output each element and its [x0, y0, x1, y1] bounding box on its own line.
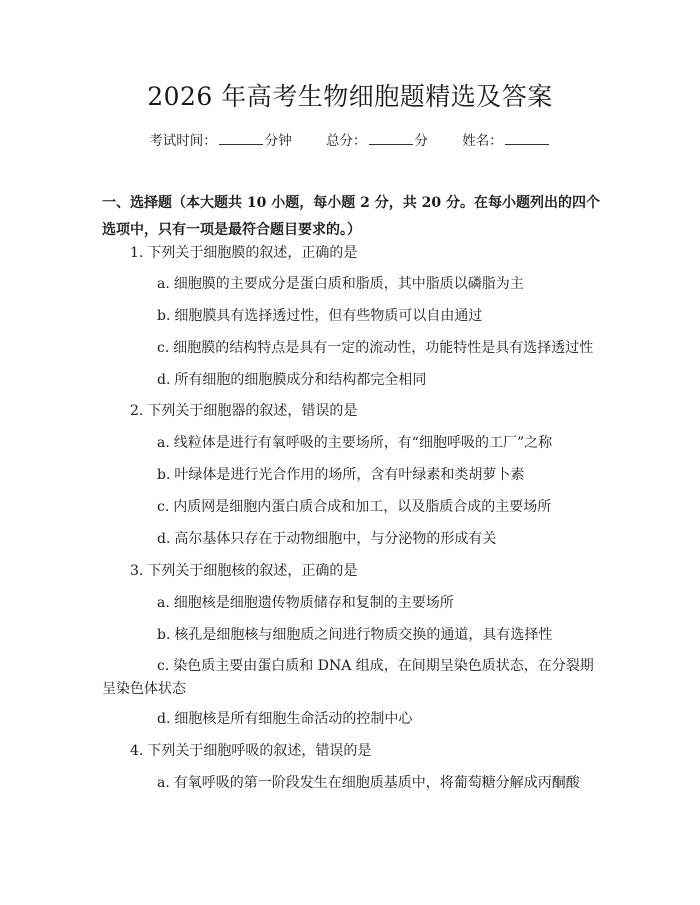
- option-letter: c.: [157, 340, 170, 356]
- exam-time-unit: 分钟: [264, 133, 292, 149]
- option-item: [157, 433, 552, 453]
- exam-time-field: [149, 131, 292, 151]
- option-letter: d.: [157, 711, 171, 727]
- question-stem: [130, 243, 357, 263]
- question-text: 下列关于细胞器的叙述，错误的是: [147, 403, 358, 419]
- option-item: [157, 529, 496, 549]
- option-text: 细胞核是所有细胞生命活动的控制中心: [174, 711, 413, 727]
- question-number: 2.: [130, 403, 144, 419]
- question-number: 3.: [130, 563, 144, 579]
- option-text: 染色质主要由蛋白质和 DNA 组成，在间期呈染色质状态，在分裂期呈染色体状态: [102, 658, 594, 697]
- option-text: 细胞膜具有选择透过性，但有些物质可以自由通过: [174, 308, 483, 324]
- exam-time-label: 考试时间：: [149, 133, 217, 149]
- option-letter: b.: [157, 467, 171, 483]
- option-item: [157, 274, 524, 294]
- exam-info-line: [0, 131, 700, 151]
- option-item: [157, 593, 454, 613]
- total-score-field: [326, 131, 428, 151]
- option-letter: b.: [157, 627, 171, 643]
- exam-time-blank: [219, 131, 263, 145]
- name-blank: [505, 131, 549, 145]
- total-score-blank: [369, 131, 413, 145]
- option-item: [157, 625, 552, 645]
- question-text: 下列关于细胞核的叙述，正确的是: [147, 563, 358, 579]
- option-letter: b.: [157, 308, 171, 324]
- option-item: [157, 306, 482, 326]
- option-text: 线粒体是进行有氧呼吸的主要场所，有“细胞呼吸的工厂”之称: [173, 435, 553, 451]
- name-label: 姓名：: [462, 133, 503, 149]
- option-item: [102, 655, 602, 701]
- option-item: [157, 465, 524, 485]
- option-text: 细胞核是细胞遗传物质储存和复制的主要场所: [173, 595, 454, 611]
- option-item: [157, 773, 580, 793]
- option-item: [157, 338, 593, 358]
- option-letter: c.: [157, 499, 170, 515]
- option-letter: c.: [157, 658, 170, 674]
- question-number: 1.: [130, 245, 144, 261]
- option-letter: a.: [157, 435, 170, 451]
- option-text: 所有细胞的细胞膜成分和结构都完全相同: [174, 372, 427, 388]
- option-text: 内质网是细胞内蛋白质合成和加工，以及脂质合成的主要场所: [173, 499, 552, 515]
- option-text: 有氧呼吸的第一阶段发生在细胞质基质中，将葡萄糖分解成丙酮酸: [173, 775, 580, 791]
- section-heading: 一、选择题（本大题共 10 小题，每小题 2 分，共 20 分。在每小题列出的四个选项中，只有一项是最符合题目要求的。）: [102, 195, 600, 238]
- option-text: 核孔是细胞核与细胞质之间进行物质交换的通道，具有选择性: [174, 627, 553, 643]
- total-score-label: 总分：: [326, 133, 367, 149]
- option-letter: a.: [157, 595, 170, 611]
- question-stem: [130, 741, 371, 761]
- option-letter: d.: [157, 372, 171, 388]
- option-letter: a.: [157, 276, 170, 292]
- question-text: 下列关于细胞呼吸的叙述，错误的是: [147, 743, 372, 759]
- total-score-unit: 分: [414, 133, 428, 149]
- option-text: 叶绿体是进行光合作用的场所，含有叶绿素和类胡萝卜素: [174, 467, 525, 483]
- name-field: [462, 131, 551, 151]
- option-text: 高尔基体只存在于动物细胞中，与分泌物的形成有关: [174, 531, 497, 547]
- question-number: 4.: [130, 743, 144, 759]
- question-text: 下列关于细胞膜的叙述，正确的是: [147, 245, 358, 261]
- option-text: 细胞膜的主要成分是蛋白质和脂质，其中脂质以磷脂为主: [173, 276, 524, 292]
- option-item: [157, 497, 551, 517]
- option-item: [157, 370, 426, 390]
- option-letter: d.: [157, 531, 171, 547]
- option-text: 细胞膜的结构特点是具有一定的流动性，功能特性是具有选择透过性: [173, 340, 594, 356]
- option-item: [157, 709, 412, 729]
- page-title: 2026 年高考生物细胞题精选及答案: [147, 82, 553, 111]
- option-letter: a.: [157, 775, 170, 791]
- question-stem: [130, 401, 357, 421]
- question-stem: [130, 561, 357, 581]
